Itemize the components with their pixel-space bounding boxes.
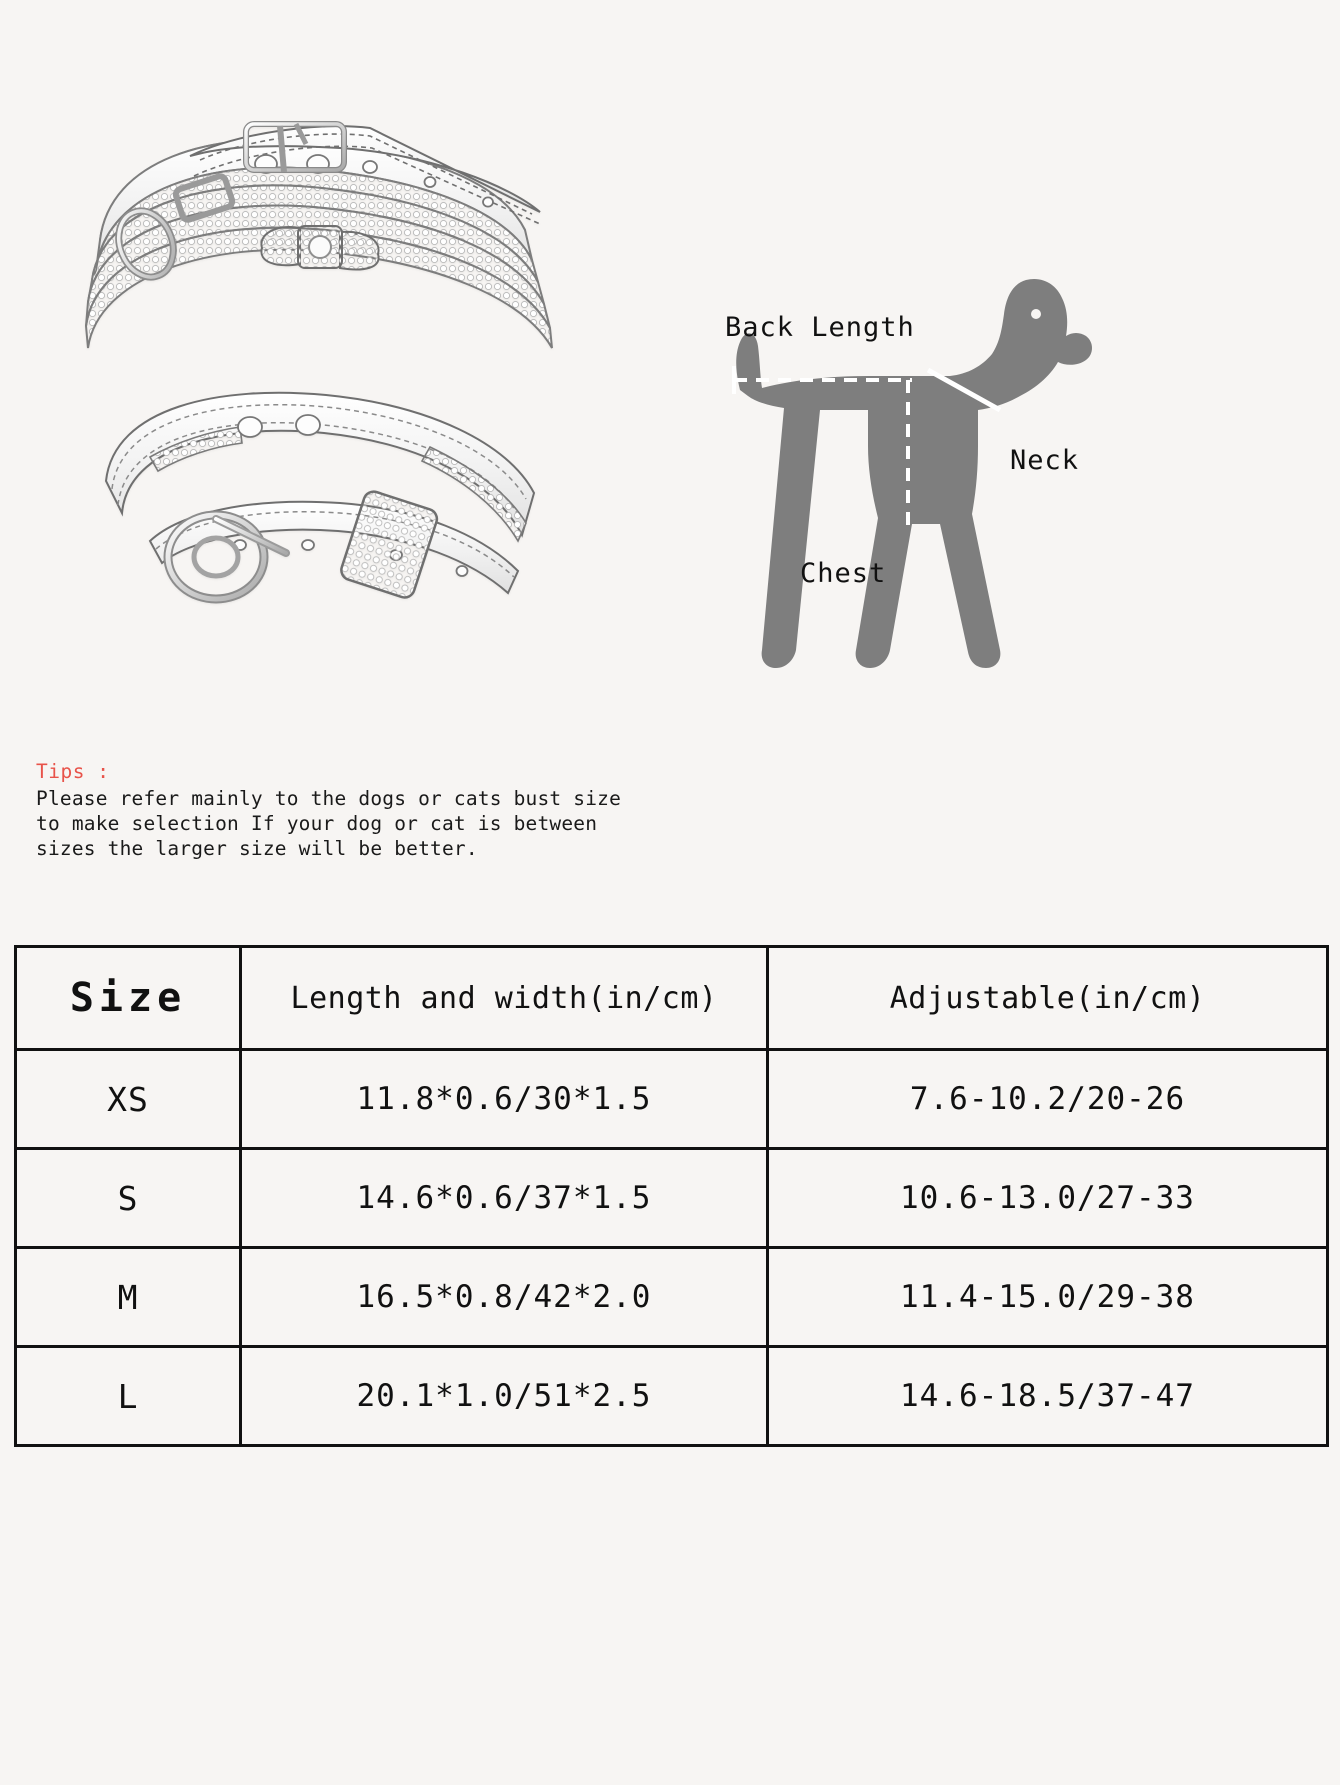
tips-block bbox=[36, 760, 716, 861]
tips-line-2: to make selection If your dog or cat is between bbox=[36, 812, 598, 835]
label-back-length: Back Length bbox=[725, 312, 915, 343]
dog-measurement-diagram bbox=[700, 270, 1200, 700]
cell-length-width: 11.8*0.6/30*1.5 bbox=[241, 1050, 768, 1149]
cell-adjustable: 7.6-10.2/20-26 bbox=[768, 1050, 1328, 1149]
tips-title: Tips : bbox=[36, 760, 110, 783]
table-row bbox=[16, 1149, 1328, 1248]
table-row bbox=[16, 1050, 1328, 1149]
tips-line-1: Please refer mainly to the dogs or cats bust size bbox=[36, 787, 622, 810]
cell-size: L bbox=[16, 1347, 241, 1446]
header-adjustable: Adjustable(in/cm) bbox=[768, 947, 1328, 1050]
cell-length-width: 20.1*1.0/51*2.5 bbox=[241, 1347, 768, 1446]
label-chest: Chest bbox=[800, 558, 887, 589]
table-row bbox=[16, 1347, 1328, 1446]
cell-size: M bbox=[16, 1248, 241, 1347]
header-length-width: Length and width(in/cm) bbox=[241, 947, 768, 1050]
table-row bbox=[16, 1248, 1328, 1347]
tips-line-3: sizes the larger size will be better. bbox=[36, 837, 478, 860]
cell-adjustable: 14.6-18.5/37-47 bbox=[768, 1347, 1328, 1446]
rhinestone-collar-buckle-icon bbox=[90, 385, 550, 645]
header-size: Size bbox=[16, 947, 241, 1050]
cell-length-width: 16.5*0.8/42*2.0 bbox=[241, 1248, 768, 1347]
size-table-wrapper bbox=[14, 945, 1326, 1447]
cell-size: XS bbox=[16, 1050, 241, 1149]
label-neck: Neck bbox=[1010, 445, 1080, 476]
rhinestone-collar-icon bbox=[70, 120, 560, 400]
table-header-row bbox=[16, 947, 1328, 1050]
product-illustrations bbox=[60, 110, 600, 660]
cell-length-width: 14.6*0.6/37*1.5 bbox=[241, 1149, 768, 1248]
cell-adjustable: 10.6-13.0/27-33 bbox=[768, 1149, 1328, 1248]
cell-size: S bbox=[16, 1149, 241, 1248]
cell-adjustable: 11.4-15.0/29-38 bbox=[768, 1248, 1328, 1347]
size-table bbox=[14, 945, 1329, 1447]
